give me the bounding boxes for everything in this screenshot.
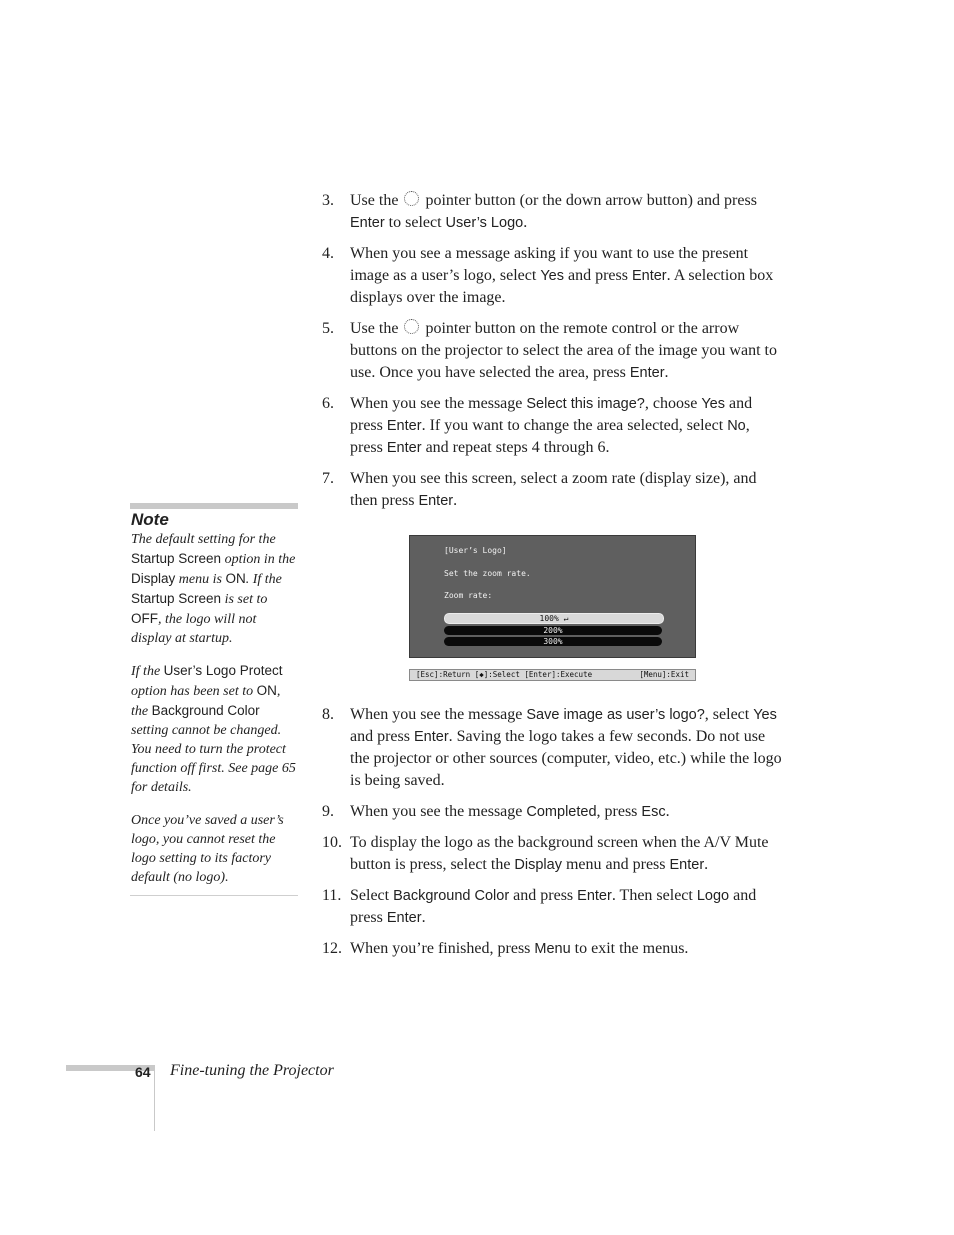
step-5 [322,318,784,384]
step-text: When you’re finished, press Menu to exit the menus. [350,940,689,957]
step-number: 3. [322,192,334,209]
footer-vertical-rule [154,1065,155,1131]
step-text: When you see the message Select this image?, choose Yes and press Enter. If you want to change the area selected, select No, press Enter and repeat steps 4 through 6. [350,395,753,456]
step-9 [322,801,784,823]
step-number: 8. [322,706,334,723]
status-help-right: [Menu]:Exit [639,670,689,679]
step-number: 12. [322,940,342,957]
note-bottom-rule [130,895,298,896]
zoom-option-300[interactable]: 300% [444,637,662,646]
note-paragraph-3: Once you’ve saved a user’s logo, you cannot reset the logo setting to its factory default (no logo). [131,813,284,885]
step-text: Use the pointer button (or the down arrow button) and press Enter to select User’s Logo. [350,192,757,231]
note-heading: Note [131,510,169,529]
step-number: 5. [322,320,334,337]
step-7 [322,468,784,512]
step-text: When you see the message Completed, press Esc. [350,803,670,820]
zoom-rate-screen [409,535,696,658]
step-number: 11. [322,887,342,904]
step-text: Select Background Color and press Enter. Then select Logo and press Enter. [350,887,757,926]
running-title: Fine-tuning the Projector [170,1062,334,1079]
step-text: When you see the message Save image as user’s logo?, select Yes and press Enter. Saving the logo takes a few seconds. Do not use the projector or other sources (computer, video, etc.) while the logo is being saved. [350,706,782,789]
step-number: 6. [322,395,334,412]
zoom-rate-label: Zoom rate: [444,591,493,600]
screen-status-bar [409,669,696,681]
screen-prompt: Set the zoom rate. [444,569,531,578]
pointer-button-icon [404,319,419,334]
note-divider-bar [130,503,298,509]
step-text: Use the pointer button on the remote control or the arrow buttons on the projector to select the area of the image you want to use. Once you have selected the area, press Enter. [350,320,777,381]
step-number: 10. [322,834,342,851]
enter-icon: ↵ [563,614,569,623]
screen-title: [User’s Logo] [444,546,507,555]
pointer-button-icon [404,191,419,206]
step-8 [322,704,784,792]
note-paragraph-1: The default setting for the Startup Screen option in the Display menu is ON. If the Startup Screen is set to OFF, the logo will not display at startup. [131,532,296,646]
step-number: 9. [322,803,334,820]
page-number: 64 [135,1064,151,1080]
step-number: 4. [322,245,334,262]
step-12 [322,938,784,960]
step-text: When you see this screen, select a zoom rate (display size), and then press Enter. [350,470,757,509]
note-paragraph-2: If the User’s Logo Protect option has been set to ON, the Background Color setting cannot be changed. You need to turn the protect function off first. See page 65 for details. [131,663,296,795]
step-11 [322,885,784,929]
zoom-option-100[interactable]: 100% ↵ [444,613,664,624]
step-number: 7. [322,470,334,487]
step-3 [322,190,784,234]
step-6 [322,393,784,459]
step-text: To display the logo as the background screen when the A/V Mute button is press, select the Display menu and press Enter. [350,834,769,873]
step-text: When you see a message asking if you want to use the present image as a user’s logo, select Yes and press Enter. A selection box displays over the image. [350,245,774,306]
zoom-option-200[interactable]: 200% [444,626,662,635]
step-4 [322,243,784,309]
status-help-left: [Esc]:Return [◆]:Select [Enter]:Execute [416,670,593,679]
step-10 [322,832,784,876]
